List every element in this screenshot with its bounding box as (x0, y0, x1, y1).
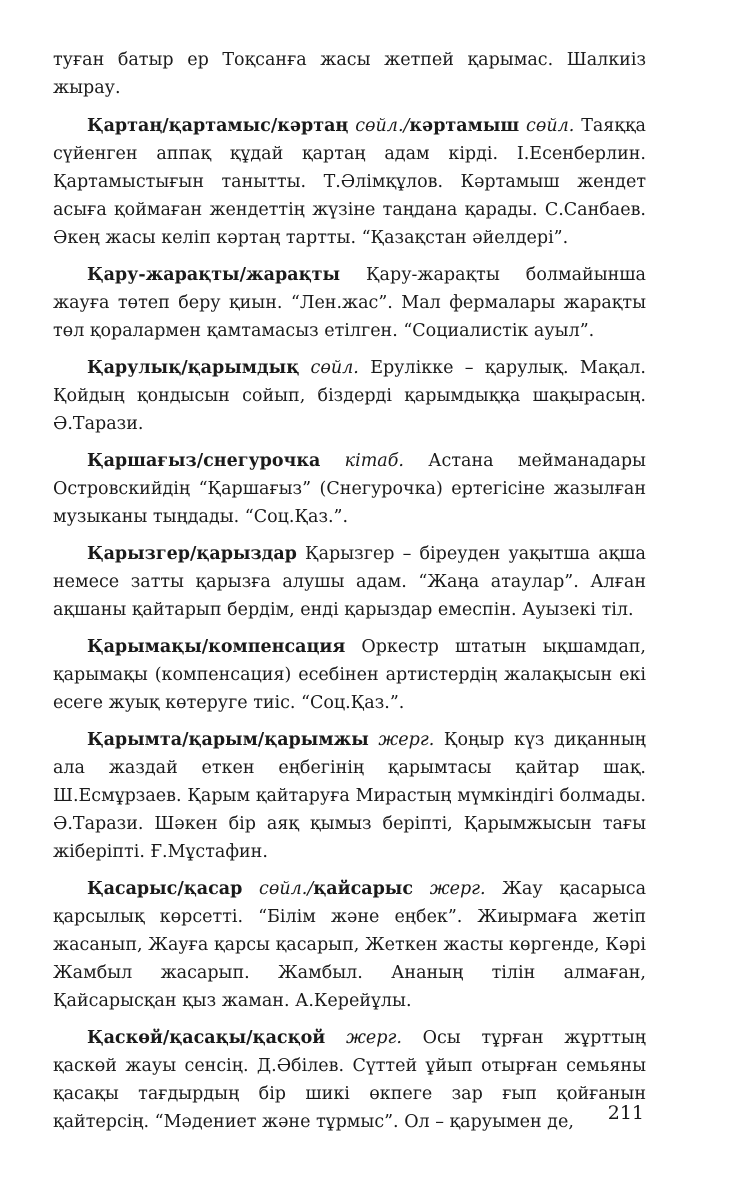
entry-headword: Қарызгер/қарыздар (87, 544, 297, 564)
page-number: 211 (607, 1102, 644, 1124)
entry-usage-label: кітаб. (320, 451, 404, 471)
dictionary-entry (53, 447, 646, 531)
dictionary-entry (53, 112, 646, 252)
dictionary-entry (53, 1024, 646, 1136)
entry-headword: Қартаң/қартамыс/кәртаң (87, 116, 349, 136)
entry-definition-text: Ерулікке – қарулық. Мақал. Қойдың қондысын сойып, біздерді қарымдыққа шақырасың. Ә.Тарази. (53, 358, 646, 434)
dictionary-entry (53, 633, 646, 717)
dictionary-entry (53, 261, 646, 345)
entry-variant-headword: кәртамыш (409, 116, 520, 136)
entry-usage-label: жерг. (413, 879, 486, 899)
entry-usage-label: жерг. (325, 1028, 402, 1048)
entry-definition-text: Оркестр штатын ықшамдап, қарымақы (компенсация) есебінен артистердің жалақысын екі есеге жуық көтеруге тиіс. “Соц.Қаз.”. (53, 637, 646, 713)
lead-continuation-text: туған батыр ер Тоқсанға жасы жетпей қарымас. Шалкиіз жырау. (53, 50, 646, 98)
dictionary-entries (53, 112, 646, 1136)
dictionary-entry (53, 875, 646, 1015)
entry-headword: Қару-жарақты/жарақты (87, 265, 340, 285)
entry-headword: Қарымақы/компенсация (87, 637, 346, 657)
entry-definition-text: Қару-жарақты болмайынша жауға төтеп беру қиын. “Лен.жас”. Мал фермалары жарақты төл қоралармен қамтамасыз етілген. “Социалистік ауыл”. (53, 265, 646, 341)
entry-headword: Қарымта/қарым/қарымжы (87, 730, 369, 750)
entry-definition-text: Астана мейманадары Островскийдің “Қаршағыз” (Снегурочка) ертегісіне жазылған музыканы тыңдады. “Соц.Қаз.”. (53, 451, 646, 527)
entry-definition-text: Осы тұрған жұрттың қаскөй жауы сенсің. Д.Әбілев. Сүттей ұйып отырған семьяны қасақы тағдырдың бір шикі өкпеге зар ғып қойғанын қайтерсің. “Мәдениет және тұрмыс”. Ол – қаруымен де, (53, 1028, 647, 1132)
entry-definition-text: Таяққа сүйенген аппақ құдай қартаң адам кірді. І.Есенберлин. Қартамыстығын танытты. Т.Әлімқұлов. Кәртамыш жендет асығa қоймаған жендеттің жүзіне таңдана қарады. С.Санбаев. Әкең жасы келіп кәртаң тартты. “Қазақстан әйелдері”. (53, 116, 646, 248)
entry-usage-label: сөйл. (519, 116, 575, 136)
entry-headword: Қаршағыз/снегурочка (87, 451, 321, 471)
entry-headword: Қасарыс/қасар (87, 879, 243, 899)
entry-usage-label: сөйл./ (242, 879, 314, 899)
entry-definition-text: Қоңыр күз диқанның ала жаздай еткен еңбегінің қарымтасы қайтар шақ. Ш.Есмұрзаев. Қарым қайтаруға Мирастың мүмкіндігі болмады. Ә.Тарази. Шәкен бір аяқ қымыз беріпті, Қарымжысын тағы жіберіпті. Ғ.Мұстафин. (53, 730, 646, 862)
entry-usage-label: жерг. (368, 730, 435, 750)
entry-headword: Қаскөй/қасақы/қасқой (87, 1028, 326, 1048)
entry-variant-headword: қайсарыс (313, 879, 414, 899)
entry-definition-text: Жау қасарыса қарсылық көрсетті. “Білім және еңбек”. Жиырмаға жетіп жасанып, Жауға қарсы қасарып, Жеткен жасты көргенде, Кәрі Жамбыл жасарып. Жамбыл. Ананың тілін алмаған, Қайсарысқан қыз жаман. А.Керейұлы. (53, 879, 646, 1011)
dictionary-entry (53, 354, 646, 438)
entry-headword: Қарулық/қарымдық (87, 358, 300, 378)
entry-definition-text: Қарызгер – біреуден уақытша ақша немесе затты қарызға алушы адам. “Жаңа атаулар”. Алған ақшаны қайтарып бердім, енді қарыздар емеспін. Ауызекі тіл. (53, 544, 646, 620)
entry-usage-label: сөйл. (299, 358, 359, 378)
entry-usage-label: сөйл./ (348, 116, 410, 136)
dictionary-entry (53, 540, 646, 624)
dictionary-entry (53, 726, 646, 866)
